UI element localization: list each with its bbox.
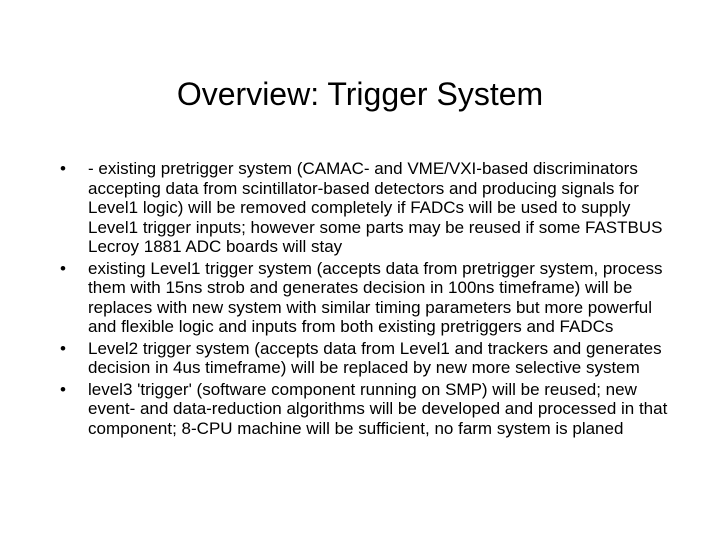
bullet-text: level3 'trigger' (software component running on SMP) will be reused; new event- and data-reduction algorithms will be developed and processed in that component; 8-CPU machine will be sufficient, no farm system is planed xyxy=(88,379,668,438)
bullet-text: Level2 trigger system (accepts data from Level1 and trackers and generates decision in 4us timeframe) will be replaced by new more selective system xyxy=(88,338,662,377)
bullet-marker: • xyxy=(60,159,66,178)
bullet-list xyxy=(60,159,670,440)
bullet-text: existing Level1 trigger system (accepts data from pretrigger system, process them with 15ns strob and generates decision in 100ns timeframe) will be replaces with new system with similar timing parameters but more powerful and flexible logic and inputs from both existing pretriggers and FADCs xyxy=(88,258,663,336)
bullet-marker: • xyxy=(60,379,66,399)
bullet-text: - existing pretrigger system (CAMAC- and VME/VXI-based discriminators accepting data from scintillator-based detectors and producing signals for Level1 logic) will be removed completely if FADCs will be used to supply Level1 trigger inputs; however some parts may be reused if some FASTBUS Lecroy 1881 ADC boards will stay xyxy=(88,159,663,256)
bullet-marker: • xyxy=(60,258,66,278)
bullet-item-level2 xyxy=(60,339,670,378)
slide-title: Overview: Trigger System xyxy=(176,76,544,112)
bullet-item-level3 xyxy=(60,380,670,439)
bullet-item-pretrigger xyxy=(60,159,670,257)
bullet-marker: • xyxy=(60,338,66,358)
bullet-item-level1 xyxy=(60,259,670,337)
